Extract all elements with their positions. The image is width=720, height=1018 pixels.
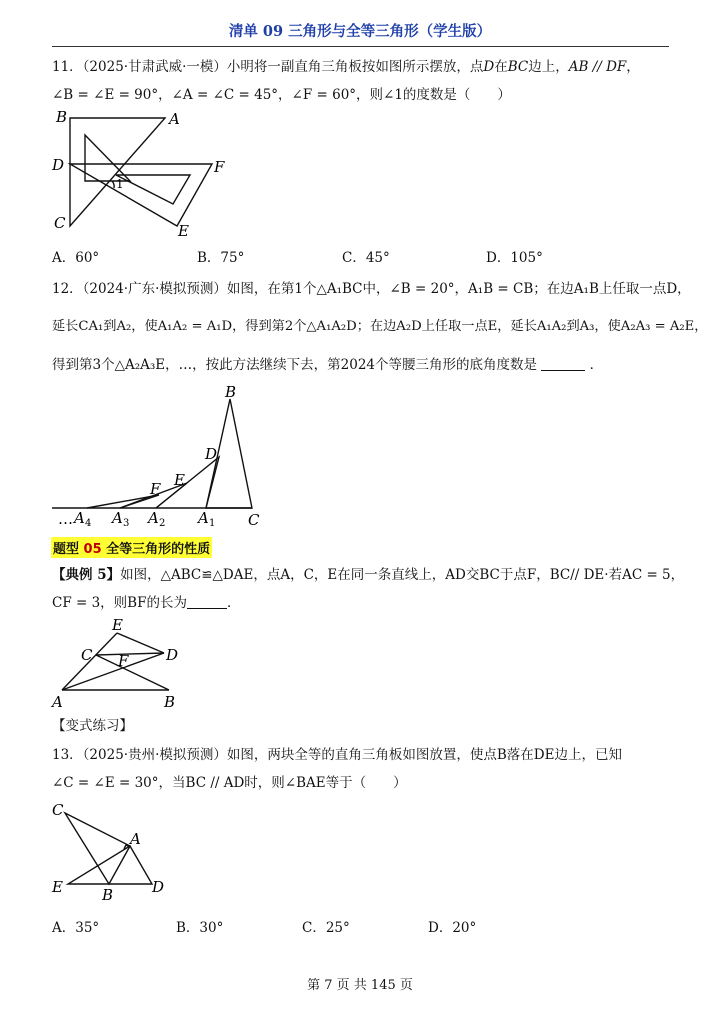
q13-option-d[interactable]: D．20° (428, 920, 477, 936)
q13-label-c: C (52, 801, 64, 819)
q11-line-1 (52, 57, 640, 77)
q13-triangle-ade (68, 846, 152, 884)
ex5-line-cb (96, 655, 169, 690)
q13-line-2: ∠C = ∠E = 30°，当BC // AD时，则∠BAE等于（ ） (52, 775, 407, 791)
q11-label-a: A (169, 110, 180, 128)
q12-label-d: D (205, 445, 218, 463)
q12-label-a2-sub: 2 (159, 518, 166, 529)
ex5-label-d: D (166, 646, 179, 664)
q11-option-a[interactable]: A．60° (52, 250, 100, 266)
q12-label-dots: … (58, 510, 73, 528)
q13-label-d: D (152, 878, 165, 896)
example5-tag: 【典例 5】 (52, 567, 121, 583)
q11-inner-abc (85, 135, 130, 181)
q11-label-e: E (178, 222, 189, 240)
section-heading (51, 537, 212, 558)
example5-text-end: ． (226, 595, 241, 611)
q12-label-a1: A (198, 509, 209, 527)
q12-label-b: B (225, 383, 237, 401)
ex5-line-ed (117, 633, 164, 653)
q11-label-c: C (54, 214, 66, 232)
q13-option-b[interactable]: B．30° (176, 920, 224, 936)
q12-label-f: F (150, 480, 161, 498)
q12-line-3 (52, 355, 603, 375)
q11-figure (52, 108, 252, 238)
q13-figure (52, 800, 182, 910)
q11-line-2: ∠B = ∠E = 90°，∠A = ∠C = 45°，∠F = 60°，则∠1的度数是（ ） (52, 87, 511, 103)
q13-label-b: B (102, 886, 114, 904)
ex5-label-a: A (52, 693, 63, 711)
q12-label-e: E (174, 471, 185, 489)
section-prefix: 题型 (53, 542, 84, 557)
q11-angle-1-arc (112, 181, 114, 188)
q13-option-c[interactable]: C．25° (302, 920, 350, 936)
q11-text-end: ， (626, 59, 640, 75)
ex5-label-e: E (112, 616, 123, 634)
page-footer: 第 7 页 共 145 页 (307, 978, 413, 993)
ex5-label-c: C (81, 646, 93, 664)
example5-line-1 (52, 565, 684, 585)
q12-line-1: 12．（2024·广东·模拟预测）如图，在第1个△A₁BC中，∠B = 20°，A₁B = CB；在边A₁B上任取一点D， (52, 281, 691, 297)
q12-label-a1-sub: 1 (209, 518, 216, 529)
q12-triangle-4 (87, 495, 159, 508)
page-header-title: 清单 09 三角形与全等三角形（学生版） (228, 23, 492, 40)
section-number: 05 (83, 542, 102, 557)
q12-label-c: C (248, 511, 260, 529)
q11-option-b[interactable]: B．75° (197, 250, 245, 266)
q11-point-d: D (483, 59, 495, 75)
ex5-line-ad (62, 653, 164, 690)
q12-label-a3-sub: 3 (123, 518, 130, 529)
q11-segment-bc: BC (507, 59, 529, 75)
q11-inner-def (116, 175, 190, 204)
q11-triangle-def (70, 164, 212, 226)
q13-label-a: A (130, 830, 141, 848)
q11-option-d[interactable]: D．105° (486, 250, 543, 266)
example5-text: 如图，△ABC≌△DAE，点A，C，E在同一条直线上，AD交BC于点F，BC// DE·若AC = 5， (120, 567, 685, 583)
q12-label-a4-sub: 4 (85, 518, 92, 529)
q11-label-d: D (52, 156, 65, 174)
q11-label-b: B (56, 108, 68, 126)
q12-answer-blank[interactable] (541, 356, 585, 371)
example5-line-2 (52, 593, 240, 613)
q13-option-a[interactable]: A．35° (52, 920, 100, 936)
q11-label-f: F (214, 158, 225, 176)
section-title: 全等三角形的性质 (101, 542, 211, 557)
variant-label: 【变式练习】 (52, 718, 133, 734)
q13-options (52, 916, 652, 934)
example5-text-2: CF = 3，则BF的长为 (52, 595, 187, 611)
q12-line-2: 延长CA₁到A₂，使A₁A₂ = A₁D，得到第2个△A₁A₂D；在边A₂D上任取一点E，延长A₁A₂到A₃，使A₂A₃ = A₂E， (52, 319, 708, 334)
q12-label-a2: A (148, 509, 159, 527)
q13-line-1: 13．（2025·贵州·模拟预测）如图，两块全等的直角三角板如图放置，使点B落在DE边上，已知 (52, 747, 622, 763)
q13-label-e: E (52, 878, 63, 896)
q12-label-a3: A (112, 509, 123, 527)
ex5-line-cd (96, 653, 164, 655)
q11-text-prefix: 11．（2025·甘肃武威·一模）小明将一副直角三角板按如图所示摆放，点 (52, 59, 484, 75)
q11-parallel: AB // DF (568, 59, 627, 75)
q12-label-a4: A (74, 509, 85, 527)
q12-text: 得到第3个△A₂A₃E，…，按此方法继续下去，第2024个等腰三角形的底角度数是 (52, 357, 538, 373)
q12-figure (52, 385, 282, 530)
ex5-label-b: B (164, 693, 176, 711)
q11-option-c[interactable]: C．45° (342, 250, 390, 266)
q11-options (52, 246, 652, 264)
q11-text-mid: 在 (494, 59, 508, 75)
ex5-label-f: F (118, 652, 129, 670)
q12-text-end: ． (589, 357, 604, 373)
example5-figure (52, 615, 192, 710)
example5-answer-blank[interactable] (187, 594, 227, 609)
q11-label-angle-1: 1 (116, 177, 124, 191)
header-divider (52, 46, 669, 47)
q13-triangle-abc (65, 813, 130, 884)
q11-text-mid2: 边上， (528, 59, 569, 75)
